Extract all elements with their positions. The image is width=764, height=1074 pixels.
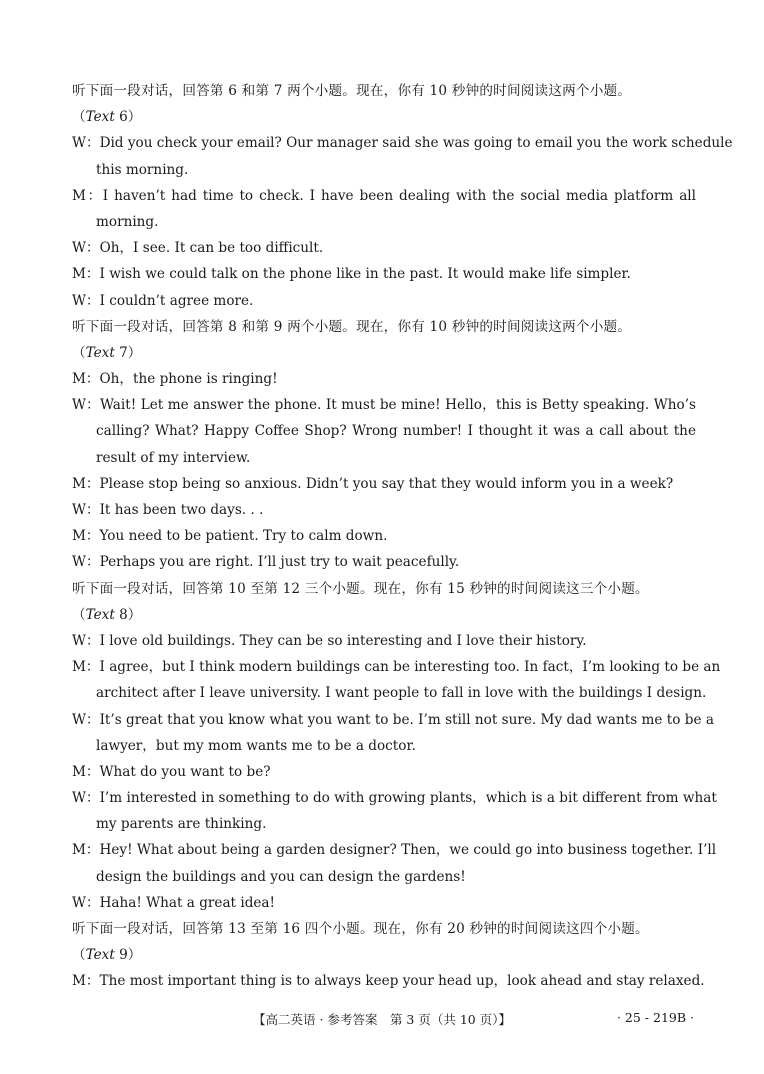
dialogue-line-continuation: calling? What? Happy Coffee Shop? Wrong number! I thought it was a call about the: [96, 423, 696, 440]
footer-code: · 25 - 219B ·: [616, 1010, 694, 1025]
label-open-paren: （: [72, 606, 86, 623]
dialogue-section-label: [72, 104, 696, 130]
dialogue-line: M：You need to be patient. Try to calm down.: [72, 528, 388, 545]
dialogue-line-continuation: result of my interview.: [96, 449, 251, 466]
dialogue-line: W：Did you check your email? Our manager said she was going to email you the work schedule: [72, 135, 733, 152]
dialogue-line: W：I love old buildings. They can be so interesting and I love their history.: [72, 632, 587, 649]
label-text-word: Text: [85, 947, 115, 964]
dialogue-line: M：What do you want to be?: [72, 763, 271, 780]
label-text-word: Text: [85, 606, 115, 623]
dialogue-line: W：It’s great that you know what you want to be. I’m still not sure. My dad wants me to be a: [72, 711, 714, 728]
label-number: 9）: [114, 947, 142, 964]
label-open-paren: （: [72, 109, 86, 126]
dialogue-line: W：Perhaps you are right. I’ll just try to wait peacefully.: [72, 554, 460, 571]
dialogue-line-continuation: my parents are thinking.: [96, 816, 267, 833]
dialogue-line: W：I couldn’t agree more.: [72, 292, 254, 309]
dialogue-section-label: [72, 942, 696, 968]
dialogue-line-continuation: this morning.: [96, 161, 189, 178]
dialogue-section-label: [72, 340, 696, 366]
section-instruction: 听下面一段对话，回答第 8 和第 9 两个小题。现在，你有 10 秒钟的时间阅读这两个小题。: [72, 318, 632, 335]
dialogue-line: M：Oh，the phone is ringing!: [72, 371, 278, 388]
dialogue-line: W：Oh，I see. It can be too difficult.: [72, 240, 324, 257]
dialogue-line: W：It has been two days. . .: [72, 502, 264, 518]
dialogue-line-continuation: lawyer，but my mom wants me to be a doctor.: [96, 737, 416, 754]
dialogue-line: W：Wait! Let me answer the phone. It must be mine! Hello，this is Betty speaking. Who’s: [72, 397, 696, 414]
label-text-word: Text: [85, 344, 115, 361]
footer-page-info: 【高二英语 · 参考答案 第 3 页（共 10 页）】: [253, 1012, 511, 1027]
page-footer: [0, 1010, 764, 1030]
dialogue-line: M：I haven’t had time to check. I have been dealing with the social media platform all: [72, 187, 696, 204]
dialogue-line: M：Please stop being so anxious. Didn’t you say that they would inform you in a week?: [72, 475, 674, 492]
section-instruction: 听下面一段对话，回答第 10 至第 12 三个小题。现在，你有 15 秒钟的时间阅读这三个小题。: [72, 580, 649, 597]
dialogue-line: M：I wish we could talk on the phone like in the past. It would make life simpler.: [72, 266, 631, 283]
dialogue-section-label: [72, 602, 696, 628]
section-instruction: 听下面一段对话，回答第 6 和第 7 两个小题。现在，你有 10 秒钟的时间阅读这两个小题。: [72, 83, 632, 99]
dialogue-line: M：I agree，but I think modern buildings can be interesting too. In fact，I’m looking to be an: [72, 659, 721, 676]
label-number: 6）: [114, 109, 142, 126]
label-open-paren: （: [72, 344, 86, 361]
label-text-word: Text: [85, 109, 115, 126]
dialogue-line: M：Hey! What about being a garden designer? Then，we could go into business together. I’ll: [72, 842, 717, 859]
dialogue-line: W：Haha! What a great idea!: [72, 894, 276, 911]
dialogue-line-continuation: design the buildings and you can design the gardens!: [96, 868, 466, 885]
label-number: 7）: [114, 344, 142, 361]
dialogue-line-continuation: morning.: [96, 213, 159, 230]
label-number: 8）: [114, 606, 142, 623]
dialogue-line: W：I’m interested in something to do with growing plants，which is a bit different from what: [72, 790, 717, 807]
listening-transcript: [72, 78, 733, 995]
label-open-paren: （: [72, 947, 86, 964]
dialogue-line-continuation: architect after I leave university. I want people to fall in love with the buildings I design.: [96, 685, 707, 702]
dialogue-line: M：The most important thing is to always keep your head up，look ahead and stay relaxed.: [72, 973, 705, 990]
section-instruction: 听下面一段对话，回答第 13 至第 16 四个小题。现在，你有 20 秒钟的时间阅读这四个小题。: [72, 921, 649, 937]
